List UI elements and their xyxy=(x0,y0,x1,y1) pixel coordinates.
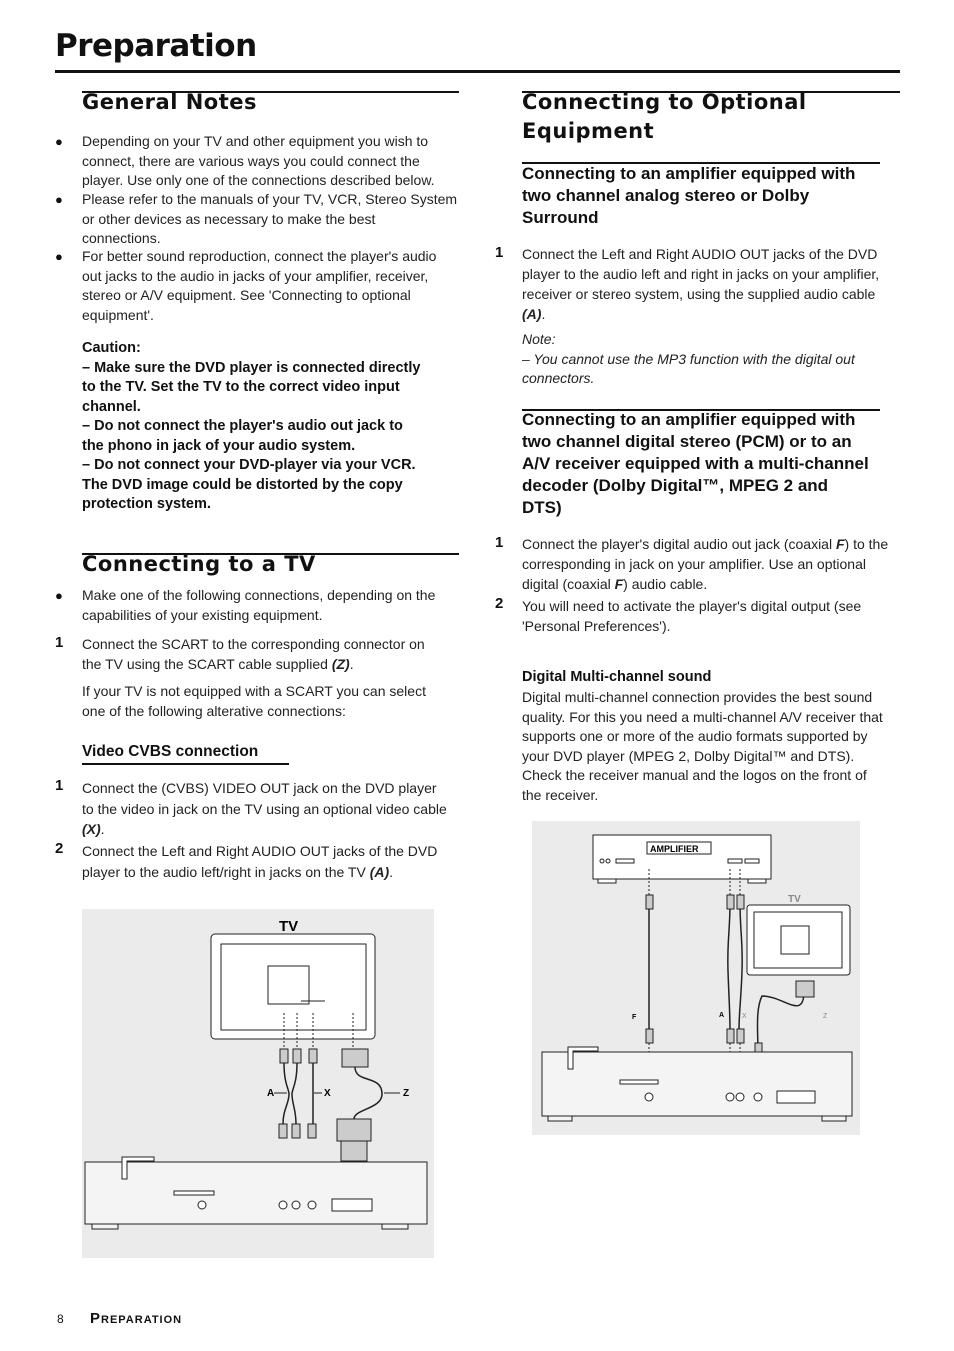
cvbs-rule xyxy=(82,763,289,765)
cvbs-step-2: Connect the Left and Right AUDIO OUT jacks of the DVD player to the audio left/right in jacks on the TV (A). xyxy=(82,843,438,880)
scart-step: Connect the SCART to the corresponding connector on the TV using the SCART cable supplied (Z). xyxy=(82,636,425,672)
step-number: 2 xyxy=(55,840,64,857)
cvbs-heading: Video CVBS connection xyxy=(82,743,259,760)
general-note-3: For better sound reproduction, connect the player's audio out jacks to the audio in jacks of your amplifier, receiver, stereo or A/V equipment. See 'Connecting to optional equipment'. xyxy=(82,248,437,323)
digital-step-2: You will need to activate the player's digital output (see 'Personal Preferences'). xyxy=(522,598,862,634)
general-note-1: Depending on your TV and other equipment you wish to connect, there are various ways you could connect the player. Use only one of the connections described below. xyxy=(82,133,435,188)
step-number: 1 xyxy=(495,534,504,551)
amplifier-connection-diagram xyxy=(532,821,860,1135)
tv-label: TV xyxy=(279,918,299,935)
footer-title: Preparation xyxy=(90,1310,183,1327)
analog-step-1: Connect the Left and Right AUDIO OUT jacks of the DVD player to the audio left and right in jacks on your amplifier, receiver or stereo system, using the supplied audio cable (A). xyxy=(522,246,880,322)
digital-heading: Connecting to an amplifier equipped with two channel digital stereo (PCM) or to an A/V receiver equipped with a multi-channel decoder (Dolby Digital™, MPEG 2 and DTS) xyxy=(522,410,869,517)
tv-connection-illustration xyxy=(82,909,434,1258)
amplifier-label: AMPLIFIER xyxy=(650,844,699,854)
alternative-text: If your TV is not equipped with a SCART you can select one of the following alterative connections: xyxy=(82,683,426,719)
label-x: X xyxy=(324,1088,331,1099)
page-title: Preparation xyxy=(55,28,257,64)
tv-connection-diagram xyxy=(82,909,434,1258)
analog-heading: Connecting to an amplifier equipped with two channel analog stereo or Dolby Surround xyxy=(522,164,856,227)
note-block: Note: – You cannot use the MP3 function with the digital out connectors. xyxy=(522,331,855,386)
dvd-player-icon xyxy=(85,1162,427,1224)
step-number: 1 xyxy=(495,244,504,261)
label-z: Z xyxy=(823,1013,828,1020)
title-rule xyxy=(55,70,900,73)
caution-block: Caution: – Make sure the DVD player is connected directly to the TV. Set the TV to the correct video input channel. – Do not connect the player's audio out jack to the phono in jack of your audio system. – Do not connect your DVD-player via your VCR. The DVD image could be distorted by the copy protection system. xyxy=(82,340,421,512)
label-z: Z xyxy=(403,1088,410,1099)
connecting-tv-heading: Connecting to a TV xyxy=(82,552,316,576)
multichannel-heading: Digital Multi-channel sound xyxy=(522,669,712,685)
label-a: A xyxy=(267,1088,275,1099)
label-x: X xyxy=(742,1013,747,1020)
bullet-icon: ● xyxy=(55,588,63,603)
general-notes-heading: General Notes xyxy=(82,90,257,114)
multichannel-text: Digital multi-channel connection provides the best sound quality. For this you need a multi-channel A/V receiver that supports one or more of the audio formats supported by your DVD player (MPEG 2, Dolby Digital™ and DTS). Check the receiver manual and the logos on the front of the receiver. xyxy=(522,689,883,803)
bullet-icon: ● xyxy=(55,249,63,264)
dvd-player-icon xyxy=(542,1052,852,1116)
tv-label: TV xyxy=(788,894,801,905)
step-number: 1 xyxy=(55,777,64,794)
general-note-2: Please refer to the manuals of your TV, VCR, Stereo System or other devices as necessary to make the best connections. xyxy=(82,191,458,246)
connecting-tv-bullet: Make one of the following connections, depending on the capabilities of your existing equipment. xyxy=(82,587,436,623)
step-number: 2 xyxy=(495,595,504,612)
step-number: 1 xyxy=(55,634,64,651)
cvbs-step-1: Connect the (CVBS) VIDEO OUT jack on the DVD player to the video in jack on the TV using an optional video cable (X). xyxy=(82,780,447,837)
label-a: A xyxy=(719,1012,725,1019)
footer-page-number: 8 xyxy=(57,1312,64,1326)
bullet-icon: ● xyxy=(55,134,63,149)
amplifier-connection-illustration xyxy=(532,821,860,1135)
digital-step-1: Connect the player's digital audio out jack (coaxial F) to the corresponding in jack on your amplifier. Use an optional digital (coaxial F) audio cable. xyxy=(522,536,889,592)
label-f: F xyxy=(632,1014,637,1021)
bullet-icon: ● xyxy=(55,192,63,207)
optional-equipment-heading: Connecting to Optional Equipment xyxy=(522,90,807,143)
